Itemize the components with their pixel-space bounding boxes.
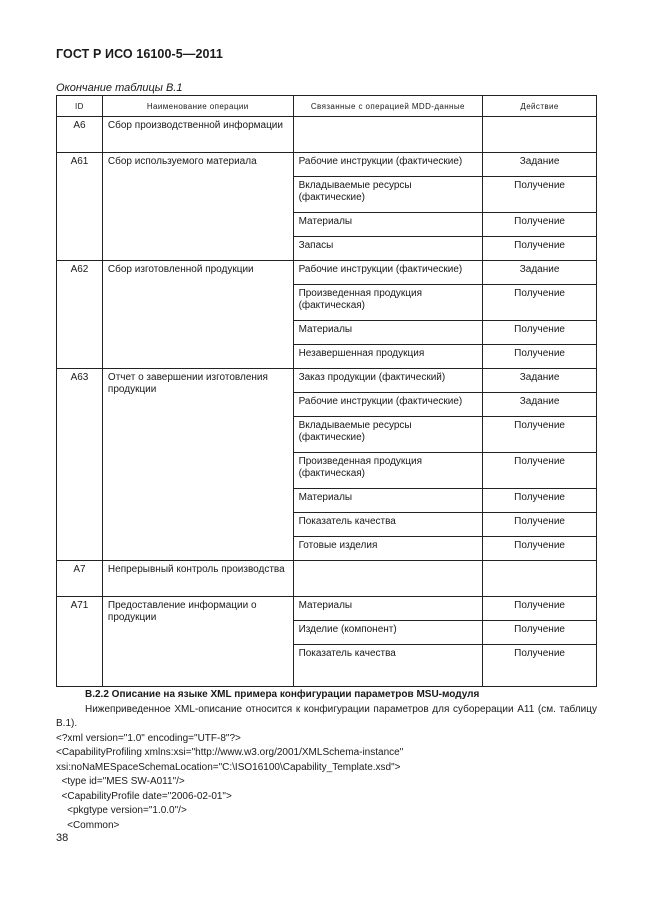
code-line: <type id="MES SW-A011"/> xyxy=(56,776,185,787)
section-body xyxy=(56,688,597,833)
operation-id: A71 xyxy=(57,597,103,687)
mdd-cell-empty xyxy=(293,117,483,153)
code-line: <pkgtype version="1.0.0"/> xyxy=(56,805,187,816)
code-line: <CapabilityProfile date="2006-02-01"> xyxy=(56,790,232,802)
mdd-data: Произведенная продукция (фактическая) xyxy=(293,453,483,489)
mdd-data: Материалы xyxy=(293,321,483,345)
mdd-data: Материалы xyxy=(293,597,483,621)
operation-name: Сбор используемого материала xyxy=(102,153,293,261)
action: Получение xyxy=(483,237,597,261)
section-paragraph: Нижеприведенное XML-описание относится к конфигурации параметров для суборерации A11 (см. таблицу В.1). xyxy=(56,703,597,729)
action: Получение xyxy=(483,537,597,561)
action: Получение xyxy=(483,177,597,213)
mdd-data: Вкладываемые ресурсы (фактические) xyxy=(293,417,483,453)
operation-name: Сбор производственной информации xyxy=(102,117,293,153)
column-header-operation: Наименование операции xyxy=(102,96,293,117)
action-cell-empty xyxy=(483,561,597,597)
table-header-row xyxy=(57,96,597,117)
action: Задание xyxy=(483,369,597,393)
action: Получение xyxy=(483,621,597,645)
mdd-data: Изделие (компонент) xyxy=(293,621,483,645)
xml-code-block xyxy=(56,732,597,834)
mdd-data: Заказ продукции (фактический) xyxy=(293,369,483,393)
operation-id: A6 xyxy=(57,117,103,153)
mdd-data: Произведенная продукция (фактическая) xyxy=(293,285,483,321)
table-row xyxy=(57,261,597,285)
operation-name: Сбор изготовленной продукции xyxy=(102,261,293,369)
action: Получение xyxy=(483,489,597,513)
code-line: <Common> xyxy=(56,819,120,831)
action: Получение xyxy=(483,345,597,369)
mdd-data: Рабочие инструкции (фактические) xyxy=(293,261,483,285)
action: Задание xyxy=(483,393,597,417)
action: Получение xyxy=(483,597,597,621)
action: Задание xyxy=(483,261,597,285)
column-header-action: Действие xyxy=(483,96,597,117)
action: Задание xyxy=(483,153,597,177)
action: Получение xyxy=(483,417,597,453)
page-number: 38 xyxy=(56,832,69,844)
mdd-data: Рабочие инструкции (фактические) xyxy=(293,153,483,177)
mdd-data: Вкладываемые ресурсы (фактические) xyxy=(293,177,483,213)
table-caption: Окончание таблицы В.1 xyxy=(56,82,183,94)
code-line: <CapabilityProfiling xmlns:xsi="http://www.w3.org/2001/XMLSchema-instance" xyxy=(56,747,404,758)
table-row xyxy=(57,153,597,177)
operation-id: A61 xyxy=(57,153,103,261)
code-line: xsi:noNaMESpaceSchemaLocation="C:\ISO16100\Capability_Template.xsd"> xyxy=(56,761,401,773)
mdd-data: Готовые изделия xyxy=(293,537,483,561)
table-row xyxy=(57,369,597,393)
mdd-data: Рабочие инструкции (фактические) xyxy=(293,393,483,417)
action: Получение xyxy=(483,513,597,537)
mdd-data: Показатель качества xyxy=(293,513,483,537)
document-header: ГОСТ Р ИСО 16100-5—2011 xyxy=(56,47,223,61)
operation-id: A63 xyxy=(57,369,103,561)
operation-name: Предоставление информации о продукции xyxy=(102,597,293,687)
section-title: В.2.2 Описание на языке XML примера конфигурации параметров MSU-модуля xyxy=(85,689,480,700)
mdd-data: Запасы xyxy=(293,237,483,261)
mdd-data: Незавершенная продукция xyxy=(293,345,483,369)
mdd-data: Материалы xyxy=(293,213,483,237)
table-body xyxy=(57,117,597,687)
table-row xyxy=(57,561,597,597)
table-row xyxy=(57,597,597,621)
operation-id: A7 xyxy=(57,561,103,597)
action-cell-empty xyxy=(483,117,597,153)
action: Получение xyxy=(483,453,597,489)
operation-name: Отчет о завершении изготовления продукции xyxy=(102,369,293,561)
table-row xyxy=(57,117,597,153)
action: Получение xyxy=(483,321,597,345)
mdd-data: Материалы xyxy=(293,489,483,513)
code-line: <?xml version="1.0" encoding="UTF-8"?> xyxy=(56,732,241,744)
action: Получение xyxy=(483,645,597,687)
mdd-cell-empty xyxy=(293,561,483,597)
column-header-id: ID xyxy=(57,96,103,117)
operations-table xyxy=(56,95,597,687)
operation-id: A62 xyxy=(57,261,103,369)
column-header-mdd: Связанные с операцией MDD-данные xyxy=(293,96,483,117)
action: Получение xyxy=(483,213,597,237)
mdd-data: Показатель качества xyxy=(293,645,483,687)
operation-name: Непрерывный контроль производства xyxy=(102,561,293,597)
action: Получение xyxy=(483,285,597,321)
